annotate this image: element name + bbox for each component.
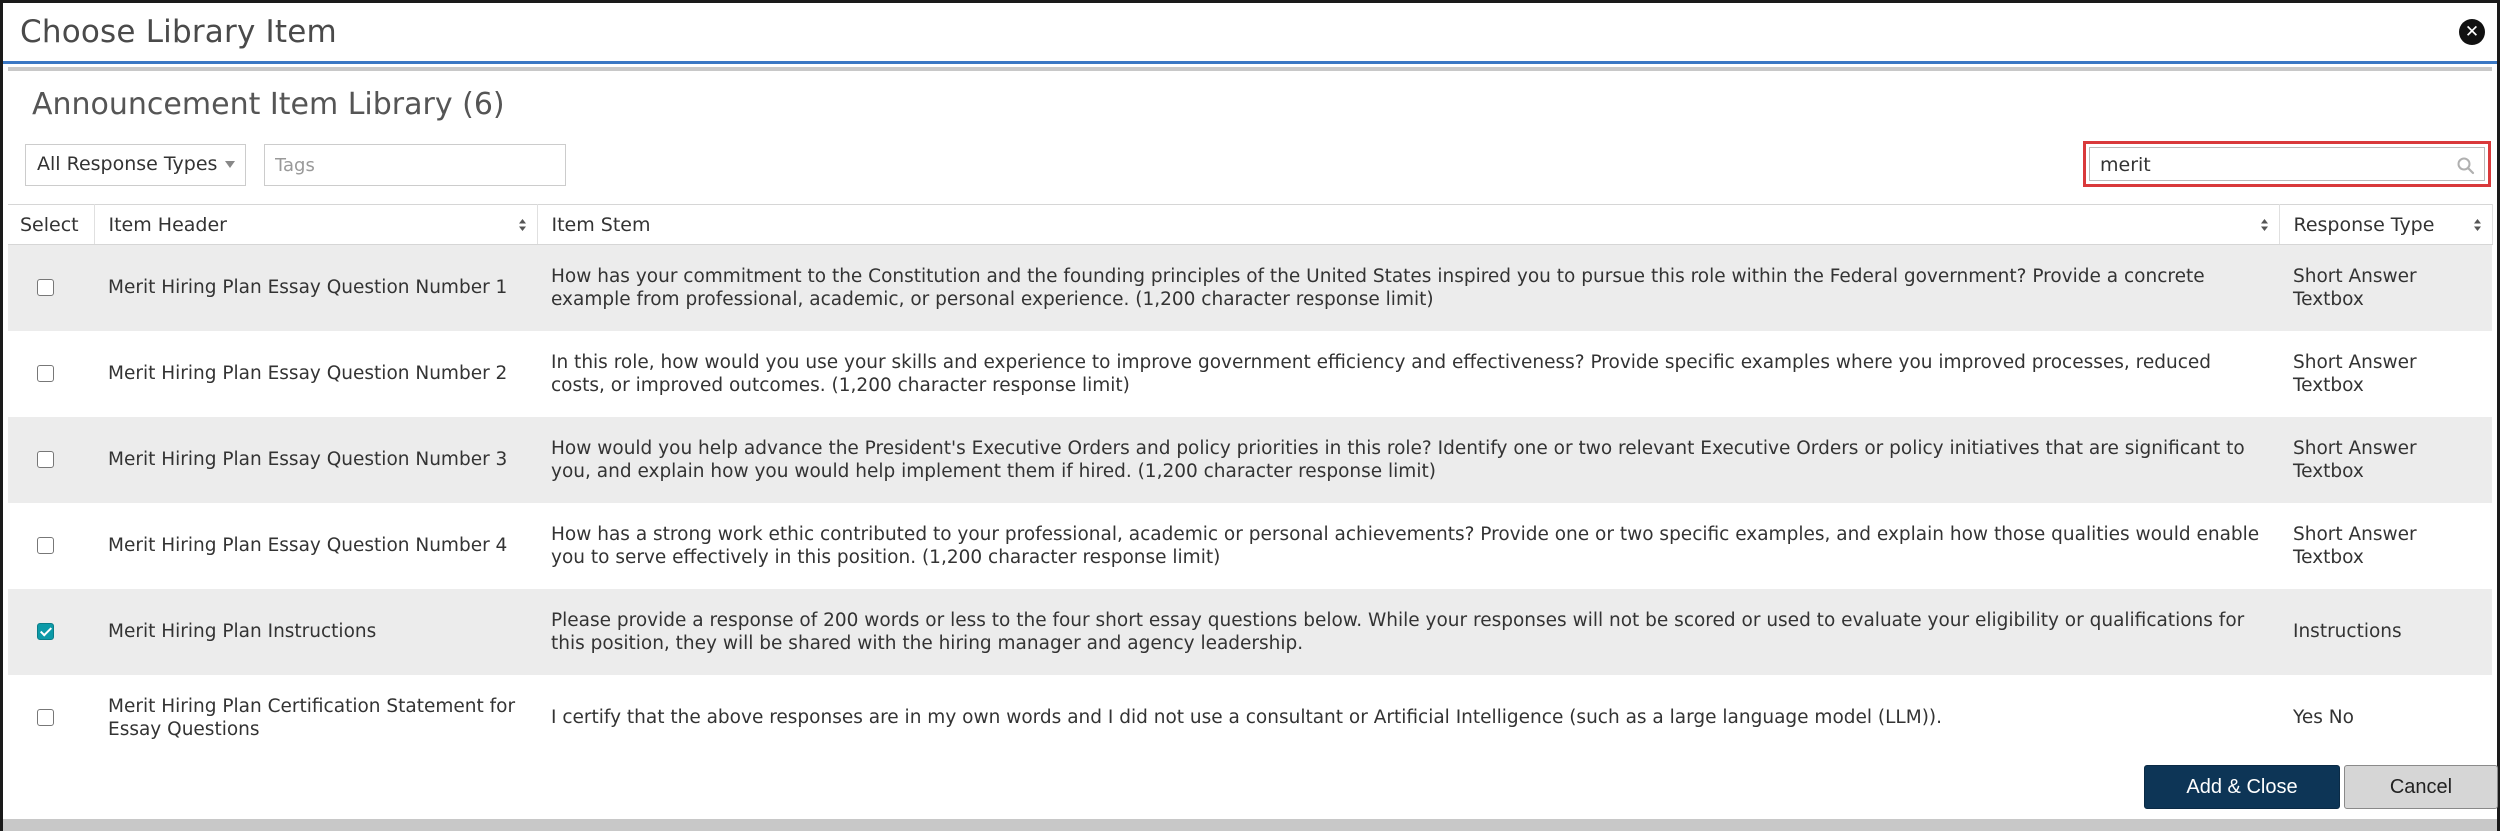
- cancel-button[interactable]: Cancel: [2344, 765, 2498, 809]
- response-type-selected-value: All Response Types: [37, 153, 218, 175]
- response-type-cell: Yes No: [2293, 707, 2354, 728]
- response-type-cell: Instructions: [2279, 589, 2492, 675]
- search-input[interactable]: [2090, 148, 2450, 182]
- table-row[interactable]: [8, 589, 2492, 675]
- response-type-cell: Short Answer Textbox: [2279, 417, 2492, 503]
- item-header-cell: Merit Hiring Plan Certification Statement for Essay Questions: [108, 695, 516, 740]
- close-icon[interactable]: ✕: [2459, 19, 2485, 45]
- item-stem-cell: I certify that the above responses are in my own words and I did not use a consultant or Artificial Intelligence (such as a large language model (LLM)).: [551, 707, 1943, 728]
- row-select-checkbox[interactable]: [37, 365, 54, 382]
- item-header-cell: Merit Hiring Plan Essay Question Number 2: [108, 363, 508, 384]
- table-row[interactable]: [8, 503, 2492, 589]
- library-title: Announcement Item Library (6): [32, 87, 505, 122]
- row-select-checkbox[interactable]: [37, 537, 54, 554]
- row-select-checkbox[interactable]: [37, 623, 54, 640]
- table-row[interactable]: [8, 331, 2492, 417]
- response-type-cell: Short Answer Textbox: [2293, 523, 2417, 568]
- row-select-checkbox[interactable]: [37, 451, 54, 468]
- response-type-select[interactable]: [25, 144, 246, 186]
- item-stem-cell: In this role, how would you use your skills and experience to improve government efficiency and effectiveness? Provide specific examples where you improved processes, reduced costs, or improved outcomes. (1,200 character response limit): [551, 351, 2212, 396]
- column-header-response-type[interactable]: Response Type: [2279, 205, 2492, 245]
- dialog-bottom-border: [3, 819, 2497, 831]
- response-type-cell: Short Answer Textbox: [2279, 245, 2492, 331]
- table-row[interactable]: [8, 675, 2492, 761]
- row-select-checkbox[interactable]: [37, 279, 54, 296]
- column-header-item-header[interactable]: Item Header: [94, 205, 537, 245]
- table-row[interactable]: [8, 245, 2492, 331]
- sort-icon[interactable]: [2260, 217, 2269, 233]
- item-stem-cell: How has your commitment to the Constitution and the founding principles of the United States inspired you to pursue this role within the Federal government? Provide a concrete example from professional, academic, or personal experience. (1,200 character response limit): [537, 245, 2279, 331]
- item-stem-cell: How would you help advance the President's Executive Orders and policy priorities in this role? Identify one or two relevant Executive Orders or policy initiatives that are significant to you, and explain how you would help implement them if hired. (1,200 character response limit): [537, 417, 2279, 503]
- item-stem-cell: Please provide a response of 200 words or less to the four short essay questions below. While your responses will not be scored or used to evaluate your eligibility or qualifications for this position, they will be shared with the hiring manager and agency leadership.: [537, 589, 2279, 675]
- dialog-content: [8, 67, 2492, 819]
- search-field: [2089, 147, 2485, 181]
- sort-icon[interactable]: [2473, 217, 2482, 233]
- table-header-row: [8, 205, 2492, 245]
- table-row[interactable]: [8, 417, 2492, 503]
- item-header-cell: Merit Hiring Plan Essay Question Number 4: [108, 535, 508, 556]
- library-items-table: [8, 204, 2493, 761]
- item-header-cell: Merit Hiring Plan Essay Question Number 3: [94, 417, 537, 503]
- chevron-down-icon: [225, 161, 235, 168]
- column-header-item-stem[interactable]: Item Stem: [537, 205, 2279, 245]
- search-icon[interactable]: [2456, 156, 2476, 176]
- dialog-title: Choose Library Item: [20, 14, 337, 50]
- search-box-highlight: [2083, 141, 2491, 187]
- item-header-cell: Merit Hiring Plan Instructions: [94, 589, 537, 675]
- tags-input[interactable]: [264, 144, 566, 186]
- column-header-select: Select: [8, 205, 94, 245]
- add-close-button[interactable]: Add & Close: [2144, 765, 2340, 809]
- row-select-checkbox[interactable]: [37, 709, 54, 726]
- response-type-cell: Short Answer Textbox: [2293, 351, 2417, 396]
- item-header-cell: Merit Hiring Plan Essay Question Number 1: [94, 245, 537, 331]
- sort-icon[interactable]: [518, 217, 527, 233]
- item-stem-cell: How has a strong work ethic contributed to your professional, academic or personal achievements? Provide one or two specific examples, and explain how those qualities would enable you to serve effectively in this position. (1,200 character response limit): [551, 523, 2260, 568]
- dialog-title-bar: [3, 3, 2497, 64]
